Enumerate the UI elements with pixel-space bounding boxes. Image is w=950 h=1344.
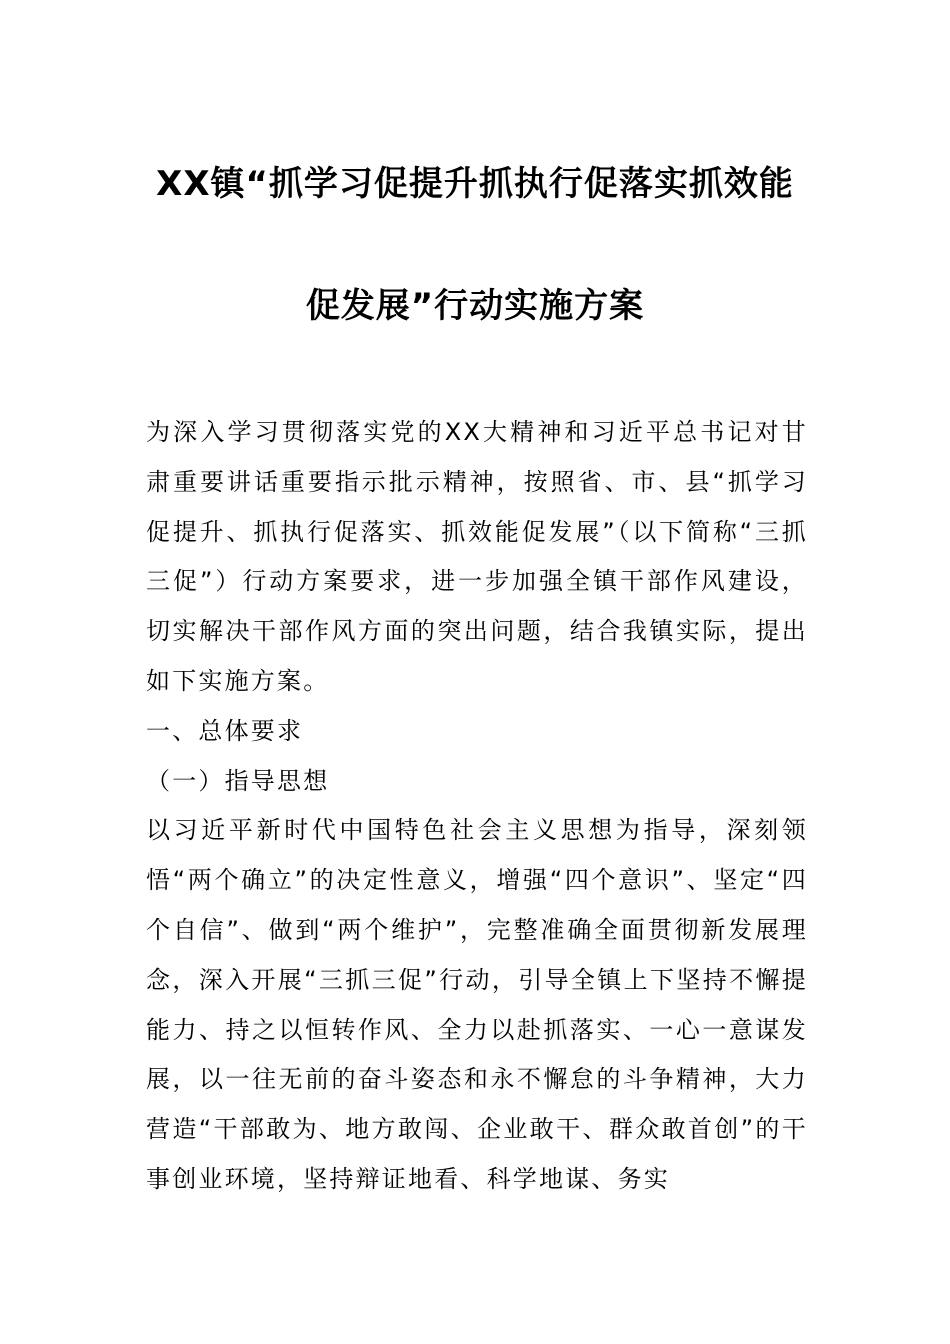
document-body [146,408,808,1205]
subsection-heading: （一）指导思想 [146,766,330,795]
document-title-line-1: XX镇“抓学习促提升抓执行促落实抓效能 [156,164,794,204]
document-title-line-2: 促发展”行动实施方案 [305,286,645,326]
guiding-thought-paragraph: 以习近平新时代中国特色社会主义思想为指导，深刻领悟“两个确立”的决定性意义，增强“四个意识”、坚定“四个自信”、做到“两个维护”，完整准确全面贯彻新发展理念，深入开展“三抓三促”行动，引导全镇上下坚持不懈提能力、持之以恒转作风、全力以赴抓落实、一心一意谋发展，以一往无前的奋斗姿态和永不懈怠的斗争精神，大力营造“干部敢为、地方敢闯、企业敢干、群众敢首创”的干事创业环境，坚持辩证地看、科学地谋、务实 [146,816,808,1193]
section-heading: 一、总体要求 [146,716,304,745]
intro-paragraph: 为深入学习贯彻落实党的XX大精神和习近平总书记对甘肃重要讲话重要指示批示精神，按照省、市、县“抓学习促提升、抓执行促落实、抓效能促发展”（以下简称“三抓三促”）行动方案要求，进一步加强全镇干部作风建设，切实解决干部作风方面的突出问题，结合我镇实际，提出如下实施方案。 [146,418,808,695]
